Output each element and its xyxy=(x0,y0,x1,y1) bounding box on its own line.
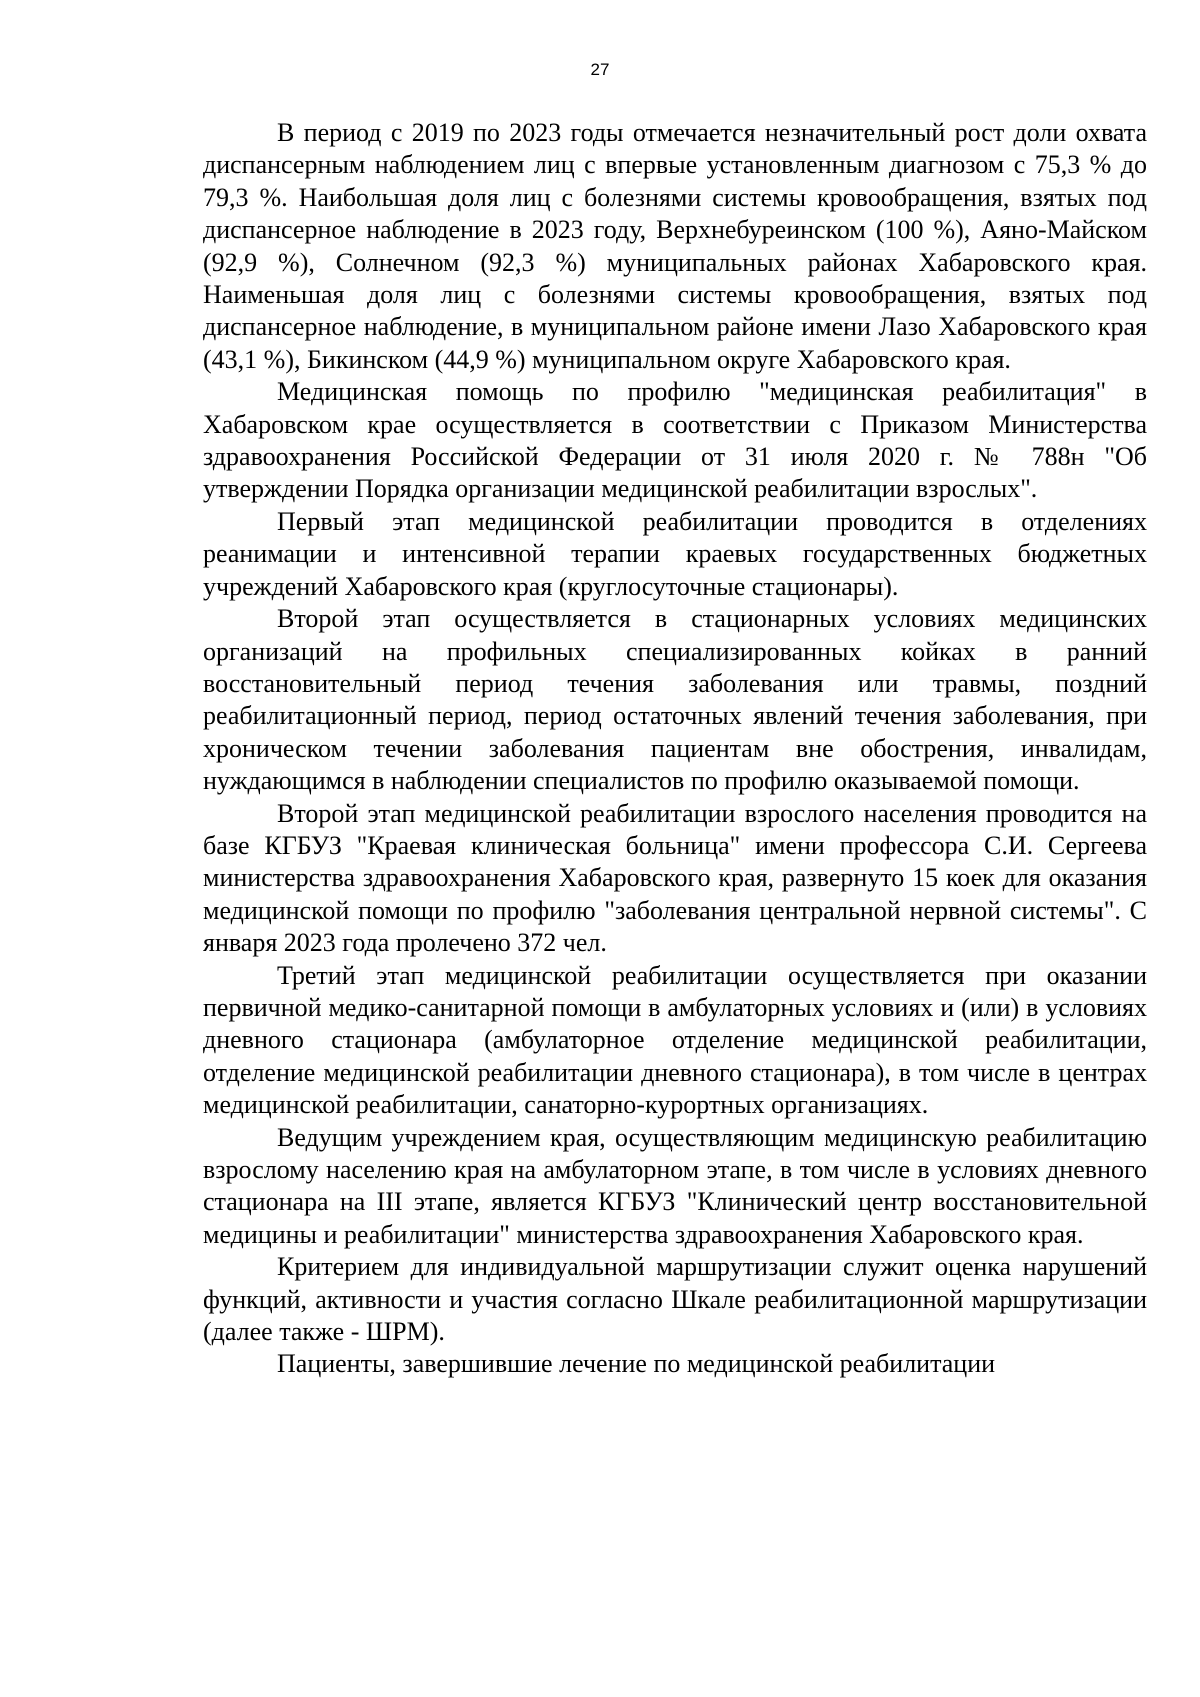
paragraph-leading-institution: Ведущим учреждением края, осуществляющим медицинскую реабилитацию взрослому населению края на амбулаторном этапе, в том числе в условиях дневного стационара на III этапе, является КГБУЗ "Клинический центр восстановительной медицины и реабилитации" министерства здравоохранения Хабаровского края. xyxy=(203,1122,1147,1249)
paragraph-patients-completed: Пациенты, завершившие лечение по медицинской реабилитации xyxy=(277,1349,996,1379)
paragraph-dispensary-observation: В период с 2019 по 2023 годы отмечается незначительный рост доли охвата диспансерным наблюдением лиц с впервые установленным диагнозом с 75,3 % до 79,3 %. Наибольшая доля лиц с болезнями системы кровообращения, взятых под диспансерное наблюдение в 2023 году, Верхнебуреинском (100 %), Аяно-Майском (92,9 %), Солнечном (92,3 %) муниципальных районах Хабаровского края. Наименьшая доля лиц с болезнями системы кровообращения, взятых под диспансерное наблюдение, в муниципальном районе имени Лазо Хабаровского края (43,1 %), Бикинском (44,9 %) муниципальном округе Хабаровского края. xyxy=(203,118,1147,374)
paragraph-routing-criterion: Критерием для индивидуальной маршрутизации служит оценка нарушений функций, активности и участия согласно Шкале реабилитационной маршрутизации (далее также - ШРМ). xyxy=(203,1252,1147,1347)
paragraph-second-stage-hospital: Второй этап медицинской реабилитации взрослого населения проводится на базе КГБУЗ "Краевая клиническая больница" имени профессора С.И. Сергеева министерства здравоохранения Хабаровского края, развернуто 15 коек для оказания медицинской помощи по профилю "заболевания центральной нервной системы". С января 2023 года пролечено 372 чел. xyxy=(203,798,1147,958)
document-body xyxy=(203,117,1147,1381)
paragraph-rehabilitation-order: Медицинская помощь по профилю "медицинская реабилитация" в Хабаровском крае осуществляется в соответствии с Приказом Министерства здравоохранения Российской Федерации от 31 июля 2020 г. № 788н "Об утверждении Порядка организации медицинской реабилитации взрослых". xyxy=(203,377,1147,504)
paragraph-first-stage: Первый этап медицинской реабилитации проводится в отделениях реанимации и интенсивной терапии краевых государственных бюджетных учреждений Хабаровского края (круглосуточные стационары). xyxy=(203,506,1147,601)
paragraph-second-stage: Второй этап осуществляется в стационарных условиях медицинских организаций на профильных специализированных койках в ранний восстановительный период течения заболевания или травмы, поздний реабилитационный период, период остаточных явлений течения заболевания, при хроническом течении заболевания пациентам вне обострения, инвалидам, нуждающимся в наблюдении специалистов по профилю оказываемой помощи. xyxy=(203,604,1147,796)
paragraph-third-stage: Третий этап медицинской реабилитации осуществляется при оказании первичной медико-санитарной помощи в амбулаторных условиях и (или) в условиях дневного стационара (амбулаторное отделение медицинской реабилитации, отделение медицинской реабилитации дневного стационара), в том числе в центрах медицинской реабилитации, санаторно-курортных организациях. xyxy=(203,960,1147,1120)
page-number: 27 xyxy=(590,60,610,79)
